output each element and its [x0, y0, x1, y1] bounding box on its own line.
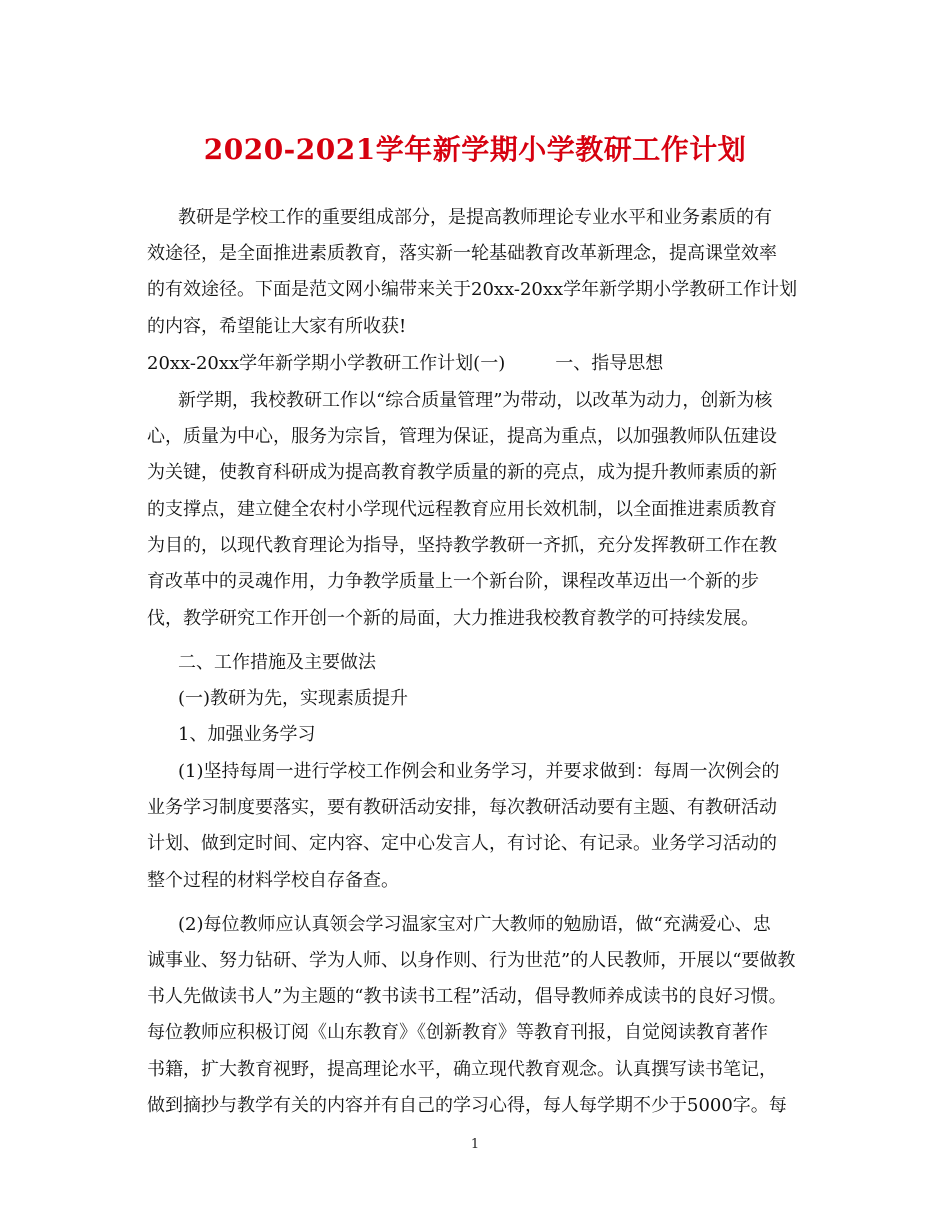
paragraph-line: 心，质量为中心，服务为宗旨，管理为保证，提高为重点，以加强教师队伍建设: [147, 426, 777, 447]
paragraph-line: 新学期，我校教研工作以“综合质量管理”为带动，以改革为动力，创新为核: [178, 390, 773, 411]
paragraph-line: 业务学习制度要落实，要有教研活动安排，每次教研活动要有主题、有教研活动: [147, 797, 777, 818]
paragraph-line: 教研是学校工作的重要组成部分，是提高教师理论专业水平和业务素质的有: [178, 207, 772, 228]
paragraph-line: (2)每位教师应认真领会学习温家宝对广大教师的勉励语，做“充满爱心、忠: [178, 914, 771, 935]
section-heading-line: [147, 352, 663, 376]
paragraph-line: 计划、做到定时间、定内容、定中心发言人，有讨论、有记录。业务学习活动的: [147, 833, 777, 854]
paragraph-line: 整个过程的材料学校自存备查。: [147, 870, 399, 891]
document-title: 2020-2021学年新学期小学教研工作计划: [203, 133, 747, 166]
section-heading: 一、指导思想: [555, 353, 664, 374]
paragraph-line: 诚事业、努力钻研、学为人师、以身作则、行为世范”的人民教师，开展以“要做教: [147, 950, 796, 971]
paragraph-line: 书人先做读书人”为主题的“教书读书工程”活动，倡导教师养成读书的良好习惯。: [147, 986, 787, 1007]
item-heading: 1、加强业务学习: [178, 724, 316, 745]
paragraph-line: 做到摘抄与教学有关的内容并有自己的学习心得，每人每学期不少于5000字。每: [147, 1095, 787, 1116]
paragraph-line: 为关键，使教育科研成为提高教育教学质量的新的亮点，成为提升教师素质的新: [147, 462, 777, 483]
paragraph-line: 为目的，以现代教育理论为指导，坚持教学教研一齐抓，充分发挥教研工作在教: [147, 535, 777, 556]
page-number: 1: [470, 1137, 480, 1152]
paragraph-line: 书籍，扩大教育视野，提高理论水平，确立现代教育观念。认真撰写读书笔记，: [147, 1059, 777, 1080]
paragraph-line: 效途径，是全面推进素质教育，落实新一轮基础教育改革新理念，提高课堂效率: [147, 243, 777, 264]
paragraph-line: 的支撑点，建立健全农村小学现代远程教育应用长效机制，以全面推进素质教育: [147, 499, 777, 520]
paragraph-line: 的有效途径。下面是范文网小编带来关于20xx-20xx学年新学期小学教研工作计划: [147, 279, 798, 300]
paragraph-line: 伐，教学研究工作开创一个新的局面，大力推进我校教育教学的可持续发展。: [147, 608, 759, 629]
paragraph-line: 的内容，希望能让大家有所收获!: [147, 316, 407, 337]
section-heading: 二、工作措施及主要做法: [178, 652, 376, 673]
paragraph-line: 每位教师应积极订阅《山东教育》《创新教育》等教育刊报，自觉阅读教育著作: [147, 1022, 768, 1043]
subsection-heading: (一)教研为先，实现素质提升: [178, 688, 409, 709]
paragraph-line: (1)坚持每周一进行学校工作例会和业务学习，并要求做到：每周一次例会的: [178, 761, 780, 782]
plan-subtitle: 20xx-20xx学年新学期小学教研工作计划(一): [147, 353, 506, 374]
paragraph-line: 育改革中的灵魂作用，力争教学质量上一个新台阶，课程改革迈出一个新的步: [147, 571, 759, 592]
